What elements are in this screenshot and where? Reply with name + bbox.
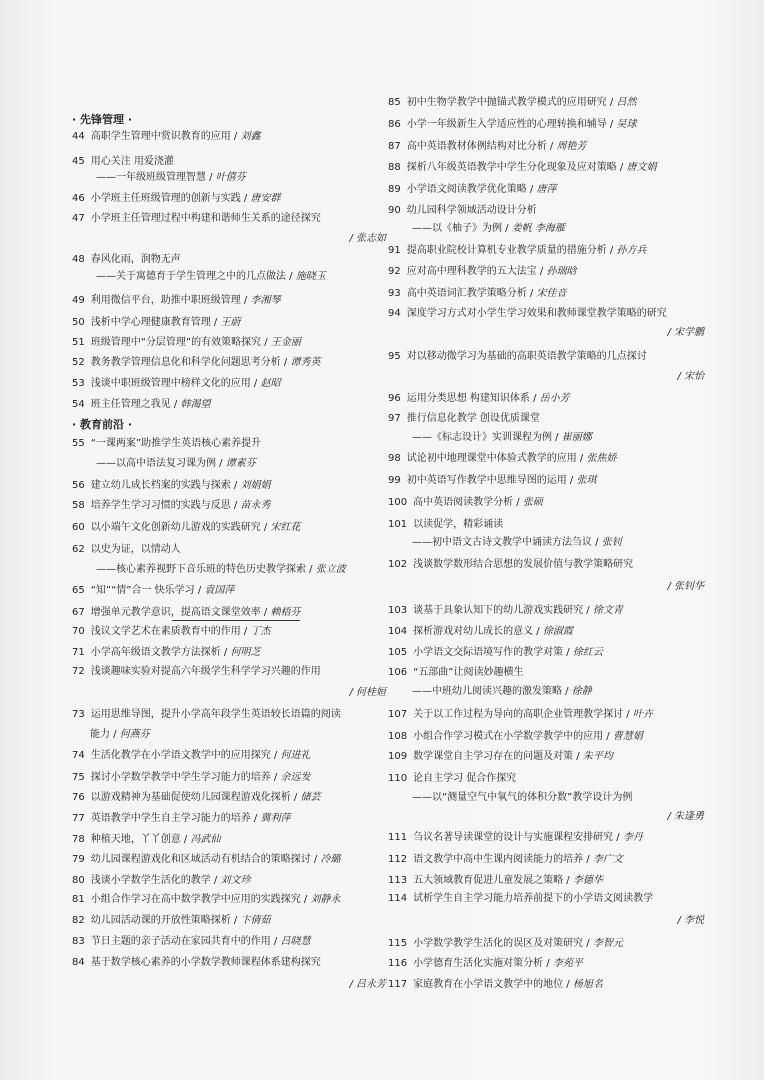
author-name: 王金丽 [270, 337, 301, 348]
entry-title: 刍议名著导读课堂的设计与实施课程安排研究 / [413, 832, 623, 843]
toc-entry [72, 833, 390, 847]
entry-title: 用心关注 用爱浇灌 [90, 156, 174, 167]
entry-title: 种植天地，丫丫创意 / [90, 834, 191, 845]
entry-title: 提高职业院校计算机专业教学质量的措施分析 / [406, 245, 617, 256]
toc-entry [388, 496, 708, 510]
author-name: 吕然 [616, 97, 637, 108]
entry-title: 以游戏精神为基础促使幼儿园课程游戏化探析 / [90, 792, 301, 803]
entry-subtitle [388, 685, 708, 699]
toc-entry [72, 935, 390, 949]
entry-title: 建立幼儿成长档案的实践与探索 / [90, 480, 241, 491]
toc-entry [388, 307, 708, 321]
entry-author-line [72, 686, 390, 700]
entry-title: 教务教学管理信息化和科学化问题思考分析 / [90, 357, 291, 368]
page-number: 111 [388, 832, 408, 843]
subtitle-text: ——以“测量空气中氧气的体积分数”教学设计为例 [412, 792, 633, 803]
entry-title: 小学班主任班级管理的创新与实践 / [90, 193, 251, 204]
page-number: 95 [388, 351, 401, 362]
entry-title: 初中生物学教学中抛锚式教学模式的应用研究 / [406, 97, 617, 108]
entry-title: 高职学生管理中赏识教育的应用 / [90, 131, 241, 142]
author-name: 何明芝 [230, 647, 261, 658]
entry-title: 以史为证，以情动人 [90, 544, 181, 555]
page-number: 45 [72, 156, 85, 167]
toc-entry [388, 625, 708, 639]
author-name: 李湘琴 [250, 295, 281, 306]
toc-entry [72, 253, 390, 267]
toc-entry [388, 853, 708, 867]
entry-author-line [388, 810, 708, 824]
author-name: 叶僖芬 [215, 172, 246, 183]
author-name: 张立波 [315, 564, 346, 575]
entry-title: “五部曲”让阅读妙趣横生 [413, 667, 524, 678]
toc-entry [72, 584, 390, 598]
entry-title: 幼儿园课程游戏化和区域活动有机结合的策略探讨 / [90, 854, 321, 865]
entry-author-line [72, 232, 390, 246]
entry-title: 数学课堂自主学习存在的问题及对策 / [413, 751, 583, 762]
author-name: 张焦娇 [586, 453, 617, 464]
continuation-text: 能力 / [90, 729, 120, 740]
page-number: 72 [72, 666, 85, 677]
page-number: 94 [388, 308, 401, 319]
page-number: 47 [72, 213, 85, 224]
entry-title: 英语教学中学生自主学习能力的培养 / [90, 813, 261, 824]
author-name: 苗永秀 [240, 500, 271, 511]
entry-title: 浅谈小学数学生活化的教学 / [90, 875, 221, 886]
page-number: 98 [388, 453, 401, 464]
entry-title: 推行信息化教学 创设优质课堂 [406, 413, 540, 424]
page-number: 116 [388, 958, 408, 969]
author-name: 冀利萍 [260, 813, 291, 824]
page-number: 56 [72, 480, 85, 491]
entry-title: 增强单元教学意识，提高语文课堂效率 / [90, 607, 271, 618]
page-number: 50 [72, 317, 85, 328]
author-name: 袁国萍 [204, 585, 235, 596]
author-name: 余远发 [280, 772, 311, 783]
entry-title: “知”“情”合一 快乐学习 / [90, 585, 205, 596]
page-number: 96 [388, 393, 401, 404]
entry-title: 浅议文学艺术在素质教育中的作用 / [90, 626, 251, 637]
entry-title: 以小端午文化创新幼儿游戏的实践研究 / [90, 522, 271, 533]
entry-title: 节日主题的亲子活动在家园共育中的作用 / [90, 936, 281, 947]
toc-entry [72, 521, 390, 535]
page-number: 83 [72, 936, 85, 947]
entry-title: 论自主学习 促合作探究 [413, 773, 517, 784]
page-number: 100 [388, 497, 408, 508]
entry-title: 深度学习方式对小学生学习效果和教师课堂教学策略的研究 [406, 308, 667, 319]
subtitle-text: ——关于寓德育于学生管理之中的几点做法 / [96, 271, 296, 282]
page-number: 55 [72, 438, 85, 449]
toc-entry [72, 914, 390, 928]
toc-entry [388, 350, 708, 364]
author-name: 赵昭 [260, 378, 281, 389]
author-name: 刘静永 [310, 894, 341, 905]
page-number: 105 [388, 647, 408, 658]
page-number: 102 [388, 559, 408, 570]
author-name: 谭秀英 [290, 357, 321, 368]
author-name: 李智元 [592, 938, 623, 949]
author-name: 曹慧娟 [612, 731, 643, 742]
page-number: 62 [72, 544, 85, 555]
author-name: 孙瑞晗 [546, 266, 577, 277]
entry-title: 小学语文交际语境写作的教学对策 / [413, 647, 573, 658]
author-name: 崔丽娜 [561, 432, 592, 443]
entry-title: 谈基于具象认知下的幼儿游戏实践研究 / [413, 605, 593, 616]
toc-entry [72, 479, 390, 493]
page-number: 108 [388, 731, 408, 742]
author-name: 李丹 [622, 832, 643, 843]
toc-entry [72, 398, 390, 412]
entry-title: 初中英语写作教学中思维导图的运用 / [406, 475, 577, 486]
entry-subtitle [388, 222, 708, 236]
toc-entry [388, 978, 708, 992]
page-number: 112 [388, 854, 408, 865]
toc-entry [388, 287, 708, 301]
page-number: 93 [388, 288, 401, 299]
toc-entry [72, 646, 390, 660]
toc-entry [388, 558, 708, 572]
entry-title: 探析八年级英语教学中学生分化现象及应对策略 / [406, 162, 627, 173]
page-number: 115 [388, 938, 408, 949]
page-number: 114 [388, 893, 408, 904]
author-name: 王蔚 [220, 317, 241, 328]
toc-entry [388, 518, 708, 532]
author-name: / 张志如 [349, 233, 386, 244]
toc-entry [388, 412, 708, 426]
page-number: 44 [72, 131, 85, 142]
toc-entry [72, 155, 390, 169]
toc-entry [388, 874, 708, 888]
author-name: 吕晓慧 [280, 936, 311, 947]
entry-title: 对以移动微学习为基础的高职英语教学策略的几点探讨 [406, 351, 647, 362]
entry-title: 浅谈趣味实验对提高六年级学生科学学习兴趣的作用 [90, 666, 321, 677]
page-number: 91 [388, 245, 401, 256]
page-number: 81 [72, 894, 85, 905]
author-name: / 何桂姮 [349, 687, 386, 698]
entry-title: 春风化雨，润物无声 [90, 254, 181, 265]
author-name: 刘文珍 [220, 875, 251, 886]
entry-title: 班级管理中“分层管理”的有效策略探究 / [90, 337, 271, 348]
page-number: 110 [388, 773, 408, 784]
author-name: / 张钊华 [667, 581, 704, 592]
subtitle-text: ——中班幼儿阅读兴趣的激发策略 / [412, 686, 572, 697]
toc-entry [388, 772, 708, 786]
author-name: 冷璐 [320, 854, 341, 865]
toc-entry [388, 183, 708, 197]
subtitle-text: ——《标志设计》实训课程为例 / [412, 432, 562, 443]
entry-title: 小学班主任管理过程中构建和谐师生关系的途径探究 [90, 213, 321, 224]
entry-title: 高中英语教材体例结构对比分析 / [406, 141, 557, 152]
author-name: 唐安群 [250, 193, 281, 204]
page-number: 106 [388, 667, 408, 678]
page-number: 54 [72, 399, 85, 410]
toc-entry [72, 708, 390, 722]
toc-entry [72, 956, 390, 970]
author-name: / 宋学鹏 [667, 327, 704, 338]
toc-entry [72, 874, 390, 888]
toc-entry [388, 892, 708, 906]
author-name: 卞倩茹 [240, 915, 271, 926]
author-name: 李苑平 [552, 958, 583, 969]
author-name: 宋红花 [270, 522, 301, 533]
author-name: 张硕 [522, 497, 543, 508]
toc-entry [388, 831, 708, 845]
page-number: 80 [72, 875, 85, 886]
author-name: 朱平均 [582, 751, 613, 762]
toc-entry [388, 96, 708, 110]
page-number: 117 [388, 979, 408, 990]
toc-entry [388, 646, 708, 660]
entry-title: 运用思维导图，提升小学高年段学生英语较长语篇的阅读 [90, 709, 341, 720]
entry-subtitle [388, 431, 708, 445]
entry-title: 运用分类思想 构建知识体系 / [406, 393, 540, 404]
entry-author-line [388, 326, 708, 340]
toc-entry [388, 730, 708, 744]
author-name: 冯武仙 [190, 834, 221, 845]
toc-entry [388, 666, 708, 680]
toc-entry [72, 812, 390, 826]
author-name: / 吕永芳 [349, 979, 386, 990]
page-number: 85 [388, 97, 401, 108]
author-name: 宋佳音 [536, 288, 567, 299]
toc-entry [72, 316, 390, 330]
entry-subtitle [72, 457, 390, 471]
author-name: 徐文青 [592, 605, 623, 616]
page-number: 52 [72, 357, 85, 368]
subtitle-text: ——以《柚子》为例 / [412, 223, 512, 234]
author-name: 李广文 [592, 854, 623, 865]
entry-author-line [72, 978, 390, 992]
toc-entry [72, 130, 390, 144]
pen-underline [172, 620, 300, 621]
author-name: 张钊 [601, 537, 622, 548]
author-name: 叶卉 [632, 709, 653, 720]
entry-title: 浅析中学心理健康教育管理 / [90, 317, 221, 328]
page-number: 86 [388, 119, 401, 130]
entry-title: 小组合作学习在高中数学教学中应用的实践探究 / [90, 894, 311, 905]
author-name: 周艳芳 [556, 141, 587, 152]
entry-title: 小学数学教学生活化的误区及对策研究 / [413, 938, 593, 949]
section-heading: · 教育前沿 · [72, 418, 133, 431]
toc-entry [388, 140, 708, 154]
entry-subtitle [72, 270, 390, 284]
page-number: 97 [388, 413, 401, 424]
toc-entry [388, 957, 708, 971]
entry-title: 关于以工作过程为导向的高职企业管理教学探讨 / [413, 709, 633, 720]
subtitle-text: ——初中语文古诗文教学中诵读方法刍议 / [412, 537, 602, 548]
subtitle-text: ——一年级班级管理智慧 / [96, 172, 216, 183]
entry-continuation [72, 728, 390, 742]
page-number: 84 [72, 957, 85, 968]
page-number: 103 [388, 605, 408, 616]
page-number: 75 [72, 772, 85, 783]
page-number: 87 [388, 141, 401, 152]
entry-title: 小学一年级新生入学适应性的心理转换和辅导 / [406, 119, 617, 130]
toc-entry [388, 452, 708, 466]
author-name: 储芸 [300, 792, 321, 803]
page-number: 79 [72, 854, 85, 865]
author-name: 谭素芬 [225, 458, 256, 469]
page-number: 74 [72, 750, 85, 761]
entry-title: 基于数学核心素养的小学数学教师课程体系建构探究 [90, 957, 321, 968]
author-name: 杨旭名 [572, 979, 603, 990]
entry-title: 探讨小学数学教学中学生学习能力的培养 / [90, 772, 281, 783]
entry-author-line [388, 370, 708, 384]
page-number: 90 [388, 205, 401, 216]
entry-title: 高中英语阅读教学分析 / [413, 497, 523, 508]
author-name: / 朱逢勇 [667, 811, 704, 822]
page-number: 109 [388, 751, 408, 762]
page-number: 65 [72, 585, 85, 596]
toc-entry [388, 474, 708, 488]
entry-title: 语文教学中高中生课内阅读能力的培养 / [413, 854, 593, 865]
author-name: 唐萍 [536, 184, 557, 195]
author-name: 何燕芬 [119, 729, 150, 740]
entry-title: 家庭教育在小学语文教学中的地位 / [413, 979, 573, 990]
entry-title: 应对高中理科教学的五大法宝 / [406, 266, 547, 277]
author-name: 施晓玉 [295, 271, 326, 282]
page-number: 78 [72, 834, 85, 845]
toc-entry [72, 294, 390, 308]
page-number: 92 [388, 266, 401, 277]
page-number: 53 [72, 378, 85, 389]
page-number: 82 [72, 915, 85, 926]
toc-entry [388, 750, 708, 764]
toc-entry [388, 204, 708, 218]
author-name: 赖梧芬 [270, 607, 301, 618]
author-name: 唐文娟 [626, 162, 657, 173]
toc-entry [72, 853, 390, 867]
author-name: 孙方兵 [616, 245, 647, 256]
author-name: 刘鑫 [240, 131, 261, 142]
toc-entry [72, 212, 390, 226]
toc-entry [388, 604, 708, 618]
page-number: 101 [388, 519, 408, 530]
page-number: 49 [72, 295, 85, 306]
author-name: 刘娟娟 [240, 480, 271, 491]
author-name: 徐静 [571, 686, 592, 697]
entry-title: 生活化教学在小学语文教学中的应用探究 / [90, 750, 281, 761]
entry-title: 培养学生学习习惯的实践与反思 / [90, 500, 241, 511]
entry-title: 五大领域教育促进儿童发展之策略 / [413, 875, 573, 886]
author-name: 韩渴望 [180, 399, 211, 410]
toc-entry [72, 749, 390, 763]
page-number: 107 [388, 709, 408, 720]
page-number: 76 [72, 792, 85, 803]
entry-title: 小学语文阅读教学优化策略 / [406, 184, 537, 195]
entry-subtitle [72, 563, 390, 577]
subtitle-text: ——以高中语法复习课为例 / [96, 458, 226, 469]
toc-entry [388, 161, 708, 175]
entry-title: 浅谈中职班级管理中榜样文化的应用 / [90, 378, 261, 389]
page-number: 58 [72, 500, 85, 511]
toc-entry [72, 606, 390, 620]
toc-entry [72, 665, 390, 679]
toc-entry [72, 771, 390, 785]
entry-title: 试析学生自主学习能力培养前提下的小学语文阅读教学 [413, 893, 654, 904]
entry-title: 浅谈数学数形结合思想的发展价值与教学策略研究 [413, 559, 634, 570]
entry-subtitle [388, 536, 708, 550]
toc-entry [388, 118, 708, 132]
entry-title: 班主任管理之我见 / [90, 399, 181, 410]
entry-title: 小组合作学习模式在小学数学教学中的应用 / [413, 731, 613, 742]
entry-title: 高中英语词汇教学策略分析 / [406, 288, 537, 299]
section-heading: · 先锋管理 · [72, 113, 133, 126]
page-number: 88 [388, 162, 401, 173]
author-name: 徐淑霞 [542, 626, 573, 637]
entry-title: 试论初中地理课堂中体验式教学的应用 / [406, 453, 587, 464]
page-number: 51 [72, 337, 85, 348]
toc-entry [72, 499, 390, 513]
entry-title: 探析游戏对幼儿成长的意义 / [413, 626, 543, 637]
author-name: 吴球 [616, 119, 637, 130]
toc-entry [72, 377, 390, 391]
entry-subtitle [388, 791, 708, 805]
toc-entry [388, 708, 708, 722]
author-name: 姜帆 李海雁 [511, 223, 565, 234]
entry-title: 小学高年级语文教学方法探析 / [90, 647, 231, 658]
author-name: / 李悦 [677, 915, 704, 926]
toc-entry [72, 543, 390, 557]
page-number: 46 [72, 193, 85, 204]
toc-entry [72, 791, 390, 805]
page-number: 99 [388, 475, 401, 486]
author-name: 丁杰 [250, 626, 271, 637]
entry-title: 幼儿园活动课的开放性策略探析 / [90, 915, 241, 926]
toc-entry [72, 192, 390, 206]
toc-entry [72, 356, 390, 370]
page-number: 48 [72, 254, 85, 265]
toc-entry [388, 265, 708, 279]
toc-entry [72, 336, 390, 350]
page-number: 70 [72, 626, 85, 637]
entry-title: 以读促学，精彩诵读 [413, 519, 504, 530]
toc-entry [388, 392, 708, 406]
author-name: 李德华 [572, 875, 603, 886]
author-name: 张琪 [576, 475, 597, 486]
page-number: 104 [388, 626, 408, 637]
toc-entry [388, 244, 708, 258]
entry-title: 利用微信平台，助推中职班级管理 / [90, 295, 251, 306]
author-name: 徐红云 [572, 647, 603, 658]
entry-author-line [388, 914, 708, 928]
entry-title: 幼儿园科学领域活动设计分析 [406, 205, 537, 216]
page-number: 113 [388, 875, 408, 886]
author-name: / 宋怡 [677, 371, 704, 382]
entry-title: 小学德育生活化实施对策分析 / [413, 958, 553, 969]
page-number: 77 [72, 813, 85, 824]
entry-author-line [388, 580, 708, 594]
toc-entry [388, 937, 708, 951]
page-number: 60 [72, 522, 85, 533]
page-number: 73 [72, 709, 85, 720]
toc-entry [72, 625, 390, 639]
toc-entry [72, 893, 390, 907]
page-number: 67 [72, 607, 85, 618]
toc-entry [72, 437, 390, 451]
entry-title: “一课两案”助推学生英语核心素养提升 [90, 438, 262, 449]
author-name: 岳小芳 [539, 393, 570, 404]
page-number: 71 [72, 647, 85, 658]
page-number: 89 [388, 184, 401, 195]
author-name: 何进礼 [280, 750, 311, 761]
entry-subtitle [72, 171, 390, 185]
subtitle-text: ——核心素养视野下音乐班的特色历史教学探索 / [96, 564, 316, 575]
